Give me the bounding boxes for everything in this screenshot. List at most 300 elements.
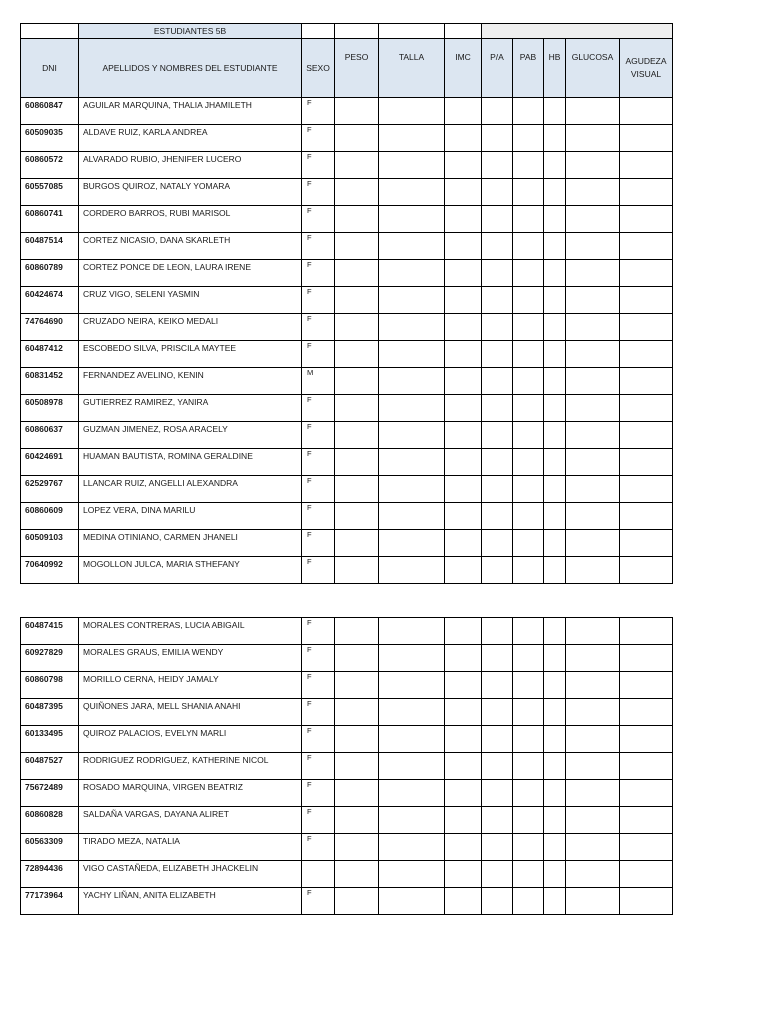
header-talla: TALLA bbox=[379, 39, 445, 98]
hb-cell[interactable] bbox=[544, 645, 566, 672]
imc-cell[interactable] bbox=[445, 753, 482, 780]
agudeza-visual-cell[interactable] bbox=[620, 618, 673, 645]
glucosa-cell[interactable] bbox=[566, 179, 620, 206]
pa-cell[interactable] bbox=[482, 287, 513, 314]
pa-cell[interactable] bbox=[482, 449, 513, 476]
peso-cell[interactable] bbox=[335, 125, 379, 152]
talla-cell[interactable] bbox=[379, 753, 445, 780]
agudeza-visual-cell[interactable] bbox=[620, 645, 673, 672]
glucosa-cell[interactable] bbox=[566, 368, 620, 395]
hb-cell[interactable] bbox=[544, 699, 566, 726]
table-row bbox=[21, 287, 673, 314]
hb-cell[interactable] bbox=[544, 780, 566, 807]
table-row bbox=[21, 834, 673, 861]
student-name-cell: LLANCAR RUIZ, ANGELLI ALEXANDRA bbox=[79, 476, 302, 503]
hb-cell[interactable] bbox=[544, 503, 566, 530]
peso-cell[interactable] bbox=[335, 341, 379, 368]
peso-cell[interactable] bbox=[335, 233, 379, 260]
pa-cell[interactable] bbox=[482, 152, 513, 179]
pab-cell[interactable] bbox=[513, 152, 544, 179]
talla-cell[interactable] bbox=[379, 530, 445, 557]
sexo-cell: F bbox=[302, 233, 335, 260]
peso-cell[interactable] bbox=[335, 672, 379, 699]
agudeza-visual-cell[interactable] bbox=[620, 888, 673, 915]
agudeza-visual-cell[interactable] bbox=[620, 260, 673, 287]
student-name-cell: ALDAVE RUIZ, KARLA ANDREA bbox=[79, 125, 302, 152]
pa-cell[interactable] bbox=[482, 726, 513, 753]
pab-cell[interactable] bbox=[513, 476, 544, 503]
pa-cell[interactable] bbox=[482, 645, 513, 672]
hb-cell[interactable] bbox=[544, 395, 566, 422]
talla-cell[interactable] bbox=[379, 476, 445, 503]
pab-cell[interactable] bbox=[513, 834, 544, 861]
imc-cell[interactable] bbox=[445, 807, 482, 834]
header-peso: PESO bbox=[335, 39, 379, 98]
peso-cell[interactable] bbox=[335, 368, 379, 395]
glucosa-cell[interactable] bbox=[566, 726, 620, 753]
peso-cell[interactable] bbox=[335, 98, 379, 125]
pab-cell[interactable] bbox=[513, 618, 544, 645]
glucosa-cell[interactable] bbox=[566, 530, 620, 557]
pab-cell[interactable] bbox=[513, 341, 544, 368]
hb-cell[interactable] bbox=[544, 672, 566, 699]
hb-cell[interactable] bbox=[544, 557, 566, 584]
hb-cell[interactable] bbox=[544, 125, 566, 152]
table-row bbox=[21, 699, 673, 726]
peso-cell[interactable] bbox=[335, 699, 379, 726]
peso-cell[interactable] bbox=[335, 557, 379, 584]
hb-cell[interactable] bbox=[544, 368, 566, 395]
dni-cell: 60509035 bbox=[21, 125, 79, 152]
glucosa-cell[interactable] bbox=[566, 287, 620, 314]
talla-cell[interactable] bbox=[379, 314, 445, 341]
talla-cell[interactable] bbox=[379, 699, 445, 726]
student-name-cell: TIRADO MEZA, NATALIA bbox=[79, 834, 302, 861]
talla-cell[interactable] bbox=[379, 260, 445, 287]
agudeza-visual-cell[interactable] bbox=[620, 98, 673, 125]
pab-cell[interactable] bbox=[513, 314, 544, 341]
talla-cell[interactable] bbox=[379, 422, 445, 449]
imc-cell[interactable] bbox=[445, 672, 482, 699]
student-name-cell: ESCOBEDO SILVA, PRISCILA MAYTEE bbox=[79, 341, 302, 368]
pab-cell[interactable] bbox=[513, 125, 544, 152]
imc-cell[interactable] bbox=[445, 341, 482, 368]
imc-cell[interactable] bbox=[445, 314, 482, 341]
glucosa-cell[interactable] bbox=[566, 341, 620, 368]
pa-cell[interactable] bbox=[482, 125, 513, 152]
table-row bbox=[21, 449, 673, 476]
glucosa-cell[interactable] bbox=[566, 888, 620, 915]
agudeza-visual-cell[interactable] bbox=[620, 449, 673, 476]
student-name-cell: MORALES GRAUS, EMILIA WENDY bbox=[79, 645, 302, 672]
pab-cell[interactable] bbox=[513, 888, 544, 915]
glucosa-cell[interactable] bbox=[566, 260, 620, 287]
glucosa-cell[interactable] bbox=[566, 206, 620, 233]
table-row bbox=[21, 888, 673, 915]
header-imc: IMC bbox=[445, 39, 482, 98]
imc-cell[interactable] bbox=[445, 476, 482, 503]
group-title-row bbox=[21, 24, 673, 39]
hb-cell[interactable] bbox=[544, 314, 566, 341]
peso-cell[interactable] bbox=[335, 449, 379, 476]
imc-cell[interactable] bbox=[445, 233, 482, 260]
talla-cell[interactable] bbox=[379, 395, 445, 422]
pab-cell[interactable] bbox=[513, 233, 544, 260]
agudeza-visual-cell[interactable] bbox=[620, 341, 673, 368]
pa-cell[interactable] bbox=[482, 753, 513, 780]
table-row bbox=[21, 726, 673, 753]
student-name-cell: SALDAÑA VARGAS, DAYANA ALIRET bbox=[79, 807, 302, 834]
table-row bbox=[21, 422, 673, 449]
imc-cell[interactable] bbox=[445, 834, 482, 861]
student-name-cell: ROSADO MARQUINA, VIRGEN BEATRIZ bbox=[79, 780, 302, 807]
talla-cell[interactable] bbox=[379, 233, 445, 260]
glucosa-cell[interactable] bbox=[566, 557, 620, 584]
pa-cell[interactable] bbox=[482, 341, 513, 368]
table-row bbox=[21, 260, 673, 287]
talla-cell[interactable] bbox=[379, 152, 445, 179]
table-row bbox=[21, 233, 673, 260]
pa-cell[interactable] bbox=[482, 699, 513, 726]
dni-cell: 60509103 bbox=[21, 530, 79, 557]
pab-cell[interactable] bbox=[513, 422, 544, 449]
agudeza-visual-cell[interactable] bbox=[620, 726, 673, 753]
glucosa-cell[interactable] bbox=[566, 449, 620, 476]
table-row bbox=[21, 314, 673, 341]
pab-cell[interactable] bbox=[513, 807, 544, 834]
imc-cell[interactable] bbox=[445, 179, 482, 206]
table-row bbox=[21, 152, 673, 179]
agudeza-visual-cell[interactable] bbox=[620, 753, 673, 780]
pab-cell[interactable] bbox=[513, 699, 544, 726]
sexo-cell: F bbox=[302, 287, 335, 314]
hb-cell[interactable] bbox=[544, 753, 566, 780]
students-table-part-1 bbox=[20, 23, 673, 584]
glucosa-cell[interactable] bbox=[566, 699, 620, 726]
pa-cell[interactable] bbox=[482, 888, 513, 915]
pa-cell[interactable] bbox=[482, 780, 513, 807]
talla-cell[interactable] bbox=[379, 807, 445, 834]
hb-cell[interactable] bbox=[544, 287, 566, 314]
talla-cell[interactable] bbox=[379, 368, 445, 395]
peso-cell[interactable] bbox=[335, 888, 379, 915]
pab-cell[interactable] bbox=[513, 672, 544, 699]
agudeza-visual-cell[interactable] bbox=[620, 476, 673, 503]
imc-cell[interactable] bbox=[445, 368, 482, 395]
sexo-cell: F bbox=[302, 834, 335, 861]
imc-cell[interactable] bbox=[445, 98, 482, 125]
peso-cell[interactable] bbox=[335, 206, 379, 233]
pa-cell[interactable] bbox=[482, 179, 513, 206]
hb-cell[interactable] bbox=[544, 449, 566, 476]
dni-cell: 74764690 bbox=[21, 314, 79, 341]
table-row bbox=[21, 341, 673, 368]
pa-cell[interactable] bbox=[482, 672, 513, 699]
table-row bbox=[21, 807, 673, 834]
dni-cell: 60563309 bbox=[21, 834, 79, 861]
peso-cell[interactable] bbox=[335, 726, 379, 753]
hb-cell[interactable] bbox=[544, 618, 566, 645]
student-name-cell: MOGOLLON JULCA, MARIA STHEFANY bbox=[79, 557, 302, 584]
pab-cell[interactable] bbox=[513, 206, 544, 233]
talla-cell[interactable] bbox=[379, 125, 445, 152]
peso-cell[interactable] bbox=[335, 645, 379, 672]
hb-cell[interactable] bbox=[544, 341, 566, 368]
agudeza-visual-cell[interactable] bbox=[620, 152, 673, 179]
pab-cell[interactable] bbox=[513, 449, 544, 476]
glucosa-cell[interactable] bbox=[566, 476, 620, 503]
talla-cell[interactable] bbox=[379, 557, 445, 584]
pab-cell[interactable] bbox=[513, 503, 544, 530]
dni-cell: 77173964 bbox=[21, 888, 79, 915]
agudeza-visual-cell[interactable] bbox=[620, 672, 673, 699]
sexo-cell: F bbox=[302, 618, 335, 645]
agudeza-visual-cell[interactable] bbox=[620, 422, 673, 449]
sexo-cell: F bbox=[302, 179, 335, 206]
hb-cell[interactable] bbox=[544, 888, 566, 915]
glucosa-cell[interactable] bbox=[566, 422, 620, 449]
imc-cell[interactable] bbox=[445, 503, 482, 530]
peso-cell[interactable] bbox=[335, 152, 379, 179]
dni-cell: 60860741 bbox=[21, 206, 79, 233]
dni-cell: 60860847 bbox=[21, 98, 79, 125]
agudeza-visual-cell[interactable] bbox=[620, 530, 673, 557]
talla-cell[interactable] bbox=[379, 861, 445, 888]
sexo-cell: F bbox=[302, 98, 335, 125]
pab-cell[interactable] bbox=[513, 530, 544, 557]
talla-cell[interactable] bbox=[379, 726, 445, 753]
talla-cell[interactable] bbox=[379, 888, 445, 915]
table-row bbox=[21, 557, 673, 584]
agudeza-visual-cell[interactable] bbox=[620, 206, 673, 233]
title-spacer-cell bbox=[379, 24, 445, 39]
talla-cell[interactable] bbox=[379, 287, 445, 314]
hb-cell[interactable] bbox=[544, 98, 566, 125]
table-row bbox=[21, 753, 673, 780]
agudeza-visual-cell[interactable] bbox=[620, 557, 673, 584]
sexo-cell: F bbox=[302, 780, 335, 807]
hb-cell[interactable] bbox=[544, 861, 566, 888]
sexo-cell: F bbox=[302, 395, 335, 422]
agudeza-visual-cell[interactable] bbox=[620, 233, 673, 260]
pa-cell[interactable] bbox=[482, 98, 513, 125]
imc-cell[interactable] bbox=[445, 861, 482, 888]
pa-cell[interactable] bbox=[482, 834, 513, 861]
pab-cell[interactable] bbox=[513, 287, 544, 314]
pa-cell[interactable] bbox=[482, 861, 513, 888]
imc-cell[interactable] bbox=[445, 557, 482, 584]
title-gray-cell bbox=[482, 24, 673, 39]
pa-cell[interactable] bbox=[482, 368, 513, 395]
sexo-cell: M bbox=[302, 368, 335, 395]
peso-cell[interactable] bbox=[335, 861, 379, 888]
hb-cell[interactable] bbox=[544, 834, 566, 861]
talla-cell[interactable] bbox=[379, 645, 445, 672]
talla-cell[interactable] bbox=[379, 206, 445, 233]
peso-cell[interactable] bbox=[335, 395, 379, 422]
agudeza-visual-cell[interactable] bbox=[620, 807, 673, 834]
agudeza-visual-cell[interactable] bbox=[620, 368, 673, 395]
imc-cell[interactable] bbox=[445, 618, 482, 645]
pa-cell[interactable] bbox=[482, 233, 513, 260]
pa-cell[interactable] bbox=[482, 618, 513, 645]
agudeza-visual-cell[interactable] bbox=[620, 287, 673, 314]
imc-cell[interactable] bbox=[445, 125, 482, 152]
pab-cell[interactable] bbox=[513, 645, 544, 672]
imc-cell[interactable] bbox=[445, 449, 482, 476]
agudeza-visual-cell[interactable] bbox=[620, 395, 673, 422]
peso-cell[interactable] bbox=[335, 807, 379, 834]
pa-cell[interactable] bbox=[482, 260, 513, 287]
pab-cell[interactable] bbox=[513, 368, 544, 395]
hb-cell[interactable] bbox=[544, 233, 566, 260]
peso-cell[interactable] bbox=[335, 287, 379, 314]
glucosa-cell[interactable] bbox=[566, 807, 620, 834]
glucosa-cell[interactable] bbox=[566, 672, 620, 699]
pa-cell[interactable] bbox=[482, 557, 513, 584]
imc-cell[interactable] bbox=[445, 152, 482, 179]
talla-cell[interactable] bbox=[379, 503, 445, 530]
dni-cell: 60487527 bbox=[21, 753, 79, 780]
glucosa-cell[interactable] bbox=[566, 314, 620, 341]
student-name-cell: MORALES CONTRERAS, LUCIA ABIGAIL bbox=[79, 618, 302, 645]
hb-cell[interactable] bbox=[544, 260, 566, 287]
pab-cell[interactable] bbox=[513, 260, 544, 287]
talla-cell[interactable] bbox=[379, 834, 445, 861]
talla-cell[interactable] bbox=[379, 449, 445, 476]
imc-cell[interactable] bbox=[445, 260, 482, 287]
agudeza-visual-cell[interactable] bbox=[620, 780, 673, 807]
peso-cell[interactable] bbox=[335, 618, 379, 645]
imc-cell[interactable] bbox=[445, 422, 482, 449]
pa-cell[interactable] bbox=[482, 476, 513, 503]
imc-cell[interactable] bbox=[445, 206, 482, 233]
peso-cell[interactable] bbox=[335, 179, 379, 206]
pab-cell[interactable] bbox=[513, 179, 544, 206]
glucosa-cell[interactable] bbox=[566, 125, 620, 152]
imc-cell[interactable] bbox=[445, 699, 482, 726]
student-name-cell: RODRIGUEZ RODRIGUEZ, KATHERINE NICOL bbox=[79, 753, 302, 780]
dni-cell: 60831452 bbox=[21, 368, 79, 395]
sexo-cell: F bbox=[302, 476, 335, 503]
glucosa-cell[interactable] bbox=[566, 645, 620, 672]
title-spacer-cell bbox=[335, 24, 379, 39]
pa-cell[interactable] bbox=[482, 503, 513, 530]
peso-cell[interactable] bbox=[335, 530, 379, 557]
peso-cell[interactable] bbox=[335, 503, 379, 530]
glucosa-cell[interactable] bbox=[566, 152, 620, 179]
talla-cell[interactable] bbox=[379, 341, 445, 368]
title-spacer-cell bbox=[445, 24, 482, 39]
pab-cell[interactable] bbox=[513, 861, 544, 888]
glucosa-cell[interactable] bbox=[566, 618, 620, 645]
hb-cell[interactable] bbox=[544, 476, 566, 503]
peso-cell[interactable] bbox=[335, 422, 379, 449]
hb-cell[interactable] bbox=[544, 422, 566, 449]
agudeza-visual-cell[interactable] bbox=[620, 861, 673, 888]
agudeza-visual-cell[interactable] bbox=[620, 503, 673, 530]
header-row bbox=[21, 39, 673, 98]
pa-cell[interactable] bbox=[482, 314, 513, 341]
sexo-cell: F bbox=[302, 557, 335, 584]
pa-cell[interactable] bbox=[482, 422, 513, 449]
talla-cell[interactable] bbox=[379, 780, 445, 807]
pab-cell[interactable] bbox=[513, 98, 544, 125]
table-row bbox=[21, 861, 673, 888]
hb-cell[interactable] bbox=[544, 726, 566, 753]
glucosa-cell[interactable] bbox=[566, 233, 620, 260]
hb-cell[interactable] bbox=[544, 179, 566, 206]
pa-cell[interactable] bbox=[482, 206, 513, 233]
sexo-cell: F bbox=[302, 645, 335, 672]
imc-cell[interactable] bbox=[445, 726, 482, 753]
talla-cell[interactable] bbox=[379, 672, 445, 699]
pab-cell[interactable] bbox=[513, 726, 544, 753]
pab-cell[interactable] bbox=[513, 780, 544, 807]
student-name-cell: HUAMAN BAUTISTA, ROMINA GERALDINE bbox=[79, 449, 302, 476]
imc-cell[interactable] bbox=[445, 530, 482, 557]
imc-cell[interactable] bbox=[445, 395, 482, 422]
imc-cell[interactable] bbox=[445, 287, 482, 314]
peso-cell[interactable] bbox=[335, 260, 379, 287]
hb-cell[interactable] bbox=[544, 206, 566, 233]
glucosa-cell[interactable] bbox=[566, 780, 620, 807]
agudeza-visual-cell[interactable] bbox=[620, 125, 673, 152]
hb-cell[interactable] bbox=[544, 152, 566, 179]
pa-cell[interactable] bbox=[482, 807, 513, 834]
peso-cell[interactable] bbox=[335, 314, 379, 341]
hb-cell[interactable] bbox=[544, 807, 566, 834]
student-name-cell: GUTIERREZ RAMIREZ, YANIRA bbox=[79, 395, 302, 422]
header-dni: DNI bbox=[21, 39, 79, 98]
hb-cell[interactable] bbox=[544, 530, 566, 557]
glucosa-cell[interactable] bbox=[566, 753, 620, 780]
peso-cell[interactable] bbox=[335, 834, 379, 861]
sexo-cell: F bbox=[302, 503, 335, 530]
agudeza-visual-cell[interactable] bbox=[620, 179, 673, 206]
peso-cell[interactable] bbox=[335, 753, 379, 780]
student-name-cell: MEDINA OTINIANO, CARMEN JHANELI bbox=[79, 530, 302, 557]
pab-cell[interactable] bbox=[513, 753, 544, 780]
glucosa-cell[interactable] bbox=[566, 395, 620, 422]
agudeza-visual-cell[interactable] bbox=[620, 699, 673, 726]
glucosa-cell[interactable] bbox=[566, 834, 620, 861]
talla-cell[interactable] bbox=[379, 98, 445, 125]
imc-cell[interactable] bbox=[445, 645, 482, 672]
sexo-cell: F bbox=[302, 422, 335, 449]
pa-cell[interactable] bbox=[482, 395, 513, 422]
dni-cell: 60860828 bbox=[21, 807, 79, 834]
agudeza-visual-cell[interactable] bbox=[620, 834, 673, 861]
student-name-cell: CORDERO BARROS, RUBI MARISOL bbox=[79, 206, 302, 233]
peso-cell[interactable] bbox=[335, 476, 379, 503]
talla-cell[interactable] bbox=[379, 618, 445, 645]
glucosa-cell[interactable] bbox=[566, 503, 620, 530]
glucosa-cell[interactable] bbox=[566, 98, 620, 125]
header-sexo: SEXO bbox=[302, 39, 335, 98]
header-name: APELLIDOS Y NOMBRES DEL ESTUDIANTE bbox=[79, 39, 302, 98]
agudeza-visual-cell[interactable] bbox=[620, 314, 673, 341]
peso-cell[interactable] bbox=[335, 780, 379, 807]
glucosa-cell[interactable] bbox=[566, 861, 620, 888]
pa-cell[interactable] bbox=[482, 530, 513, 557]
table-row bbox=[21, 503, 673, 530]
imc-cell[interactable] bbox=[445, 780, 482, 807]
pab-cell[interactable] bbox=[513, 395, 544, 422]
talla-cell[interactable] bbox=[379, 179, 445, 206]
pab-cell[interactable] bbox=[513, 557, 544, 584]
imc-cell[interactable] bbox=[445, 888, 482, 915]
